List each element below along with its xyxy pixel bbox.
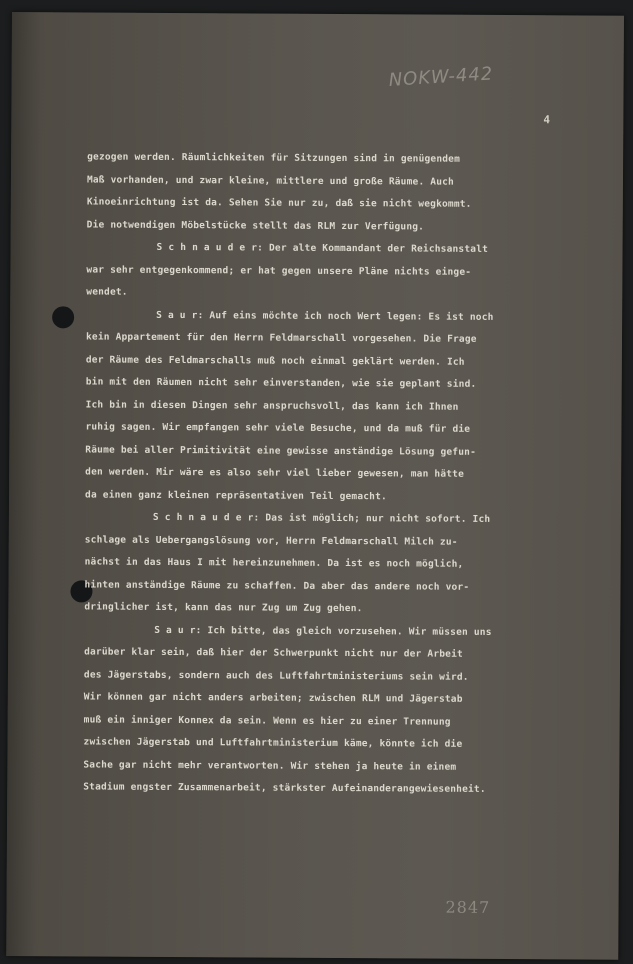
text-line: muß ein inniger Konnex da sein. Wenn es hier zu einer Trennung xyxy=(83,713,451,728)
document-page xyxy=(6,12,624,960)
speaker-line: S a u r: Ich bitte, das gleich vorzusehen. Wir müssen uns xyxy=(154,624,492,638)
typed-text-body xyxy=(83,146,627,802)
page-shadow xyxy=(6,12,42,956)
text-line: des Jägerstabs, sondern auch des Luftfahrtministeriums sein wird. xyxy=(83,668,469,683)
text-line: den werden. Mir wäre es also sehr viel lieber gewesen, man hätte xyxy=(85,466,465,480)
text-line: hinten anständige Räume zu schaffen. Da aber das andere noch vor- xyxy=(84,578,470,593)
text-line: kein Appartement für den Herrn Feldmarschall vorgesehen. Die Frage xyxy=(85,331,477,345)
text-line: Ich bin in diesen Dingen sehr anspruchsvoll, das kann ich Ihnen xyxy=(85,398,459,413)
punch-hole-upper xyxy=(52,306,74,328)
page-number: 4 xyxy=(543,113,551,127)
text-line: Räume bei aller Primitivität eine gewisse anständige Lösung gefun- xyxy=(85,443,477,458)
text-line: zwischen Jägerstab und Luftfahrtministerium käme, könnte ich die xyxy=(83,736,463,750)
speaker-line: S c h n a u d e r: Das ist möglich; nur nicht sofort. Ich xyxy=(152,511,491,525)
text-line: nächst in das Haus I mit hereinzunehmen. Da ist es noch möglich, xyxy=(84,556,464,570)
speaker-line: S a u r: Auf eins möchte ich noch Wert legen: Es ist noch xyxy=(156,309,494,323)
archive-reference-handwritten: NOKW-442 xyxy=(388,63,494,91)
text-line: ruhig sagen. Wir empfangen sehr viele Besuche, und da muß für die xyxy=(85,421,471,435)
text-line: schlage als Uebergangslösung vor, Herrn Feldmarschall Milch zu- xyxy=(84,533,458,548)
text-line: gezogen werden. Räumlichkeiten für Sitzungen sind in genügendem xyxy=(87,151,461,165)
text-line: war sehr entgegenkommend; er hat gegen unsere Pläne nichts einge- xyxy=(86,263,472,278)
text-line: dringlicher ist, kann das nur Zug um Zug gehen. xyxy=(84,601,363,615)
archive-stamp-number: 2847 xyxy=(445,897,491,917)
text-line: wendet. xyxy=(86,286,128,298)
text-line: der Räume des Feldmarschalls muß noch einmal geklärt werden. Ich xyxy=(85,353,465,368)
text-line: darüber klar sein, daß hier der Schwerpunkt nicht nur der Arbeit xyxy=(84,646,463,660)
text-line: Stadium engster Zusammenarbeit, stärkster Aufeinanderangewiesenheit. xyxy=(83,781,486,795)
text-line: Die notwendigen Möbelstücke stellt das RLM zur Verfügung. xyxy=(86,218,425,233)
text-line: Wir können gar nicht anders arbeiten; zwischen RLM und Jägerstab xyxy=(83,691,463,705)
text-line: Maß vorhanden, und zwar kleine, mittlere und große Räume. Auch xyxy=(86,173,455,188)
speaker-line: S c h n a u d e r: Der alte Kommandant der Reichsanstalt xyxy=(156,241,489,255)
text-line: da einen ganz kleinen repräsentativen Teil gemacht. xyxy=(85,488,387,502)
text-line: Kinoeinrichtung ist da. Sehen Sie nur zu, daß sie nicht wegkommt. xyxy=(86,196,472,210)
text-line: bin mit den Räumen nicht sehr einverstanden, wie sie geplant sind. xyxy=(85,376,477,390)
text-line: Sache gar nicht mehr verantworten. Wir stehen ja heute in einem xyxy=(83,758,457,773)
